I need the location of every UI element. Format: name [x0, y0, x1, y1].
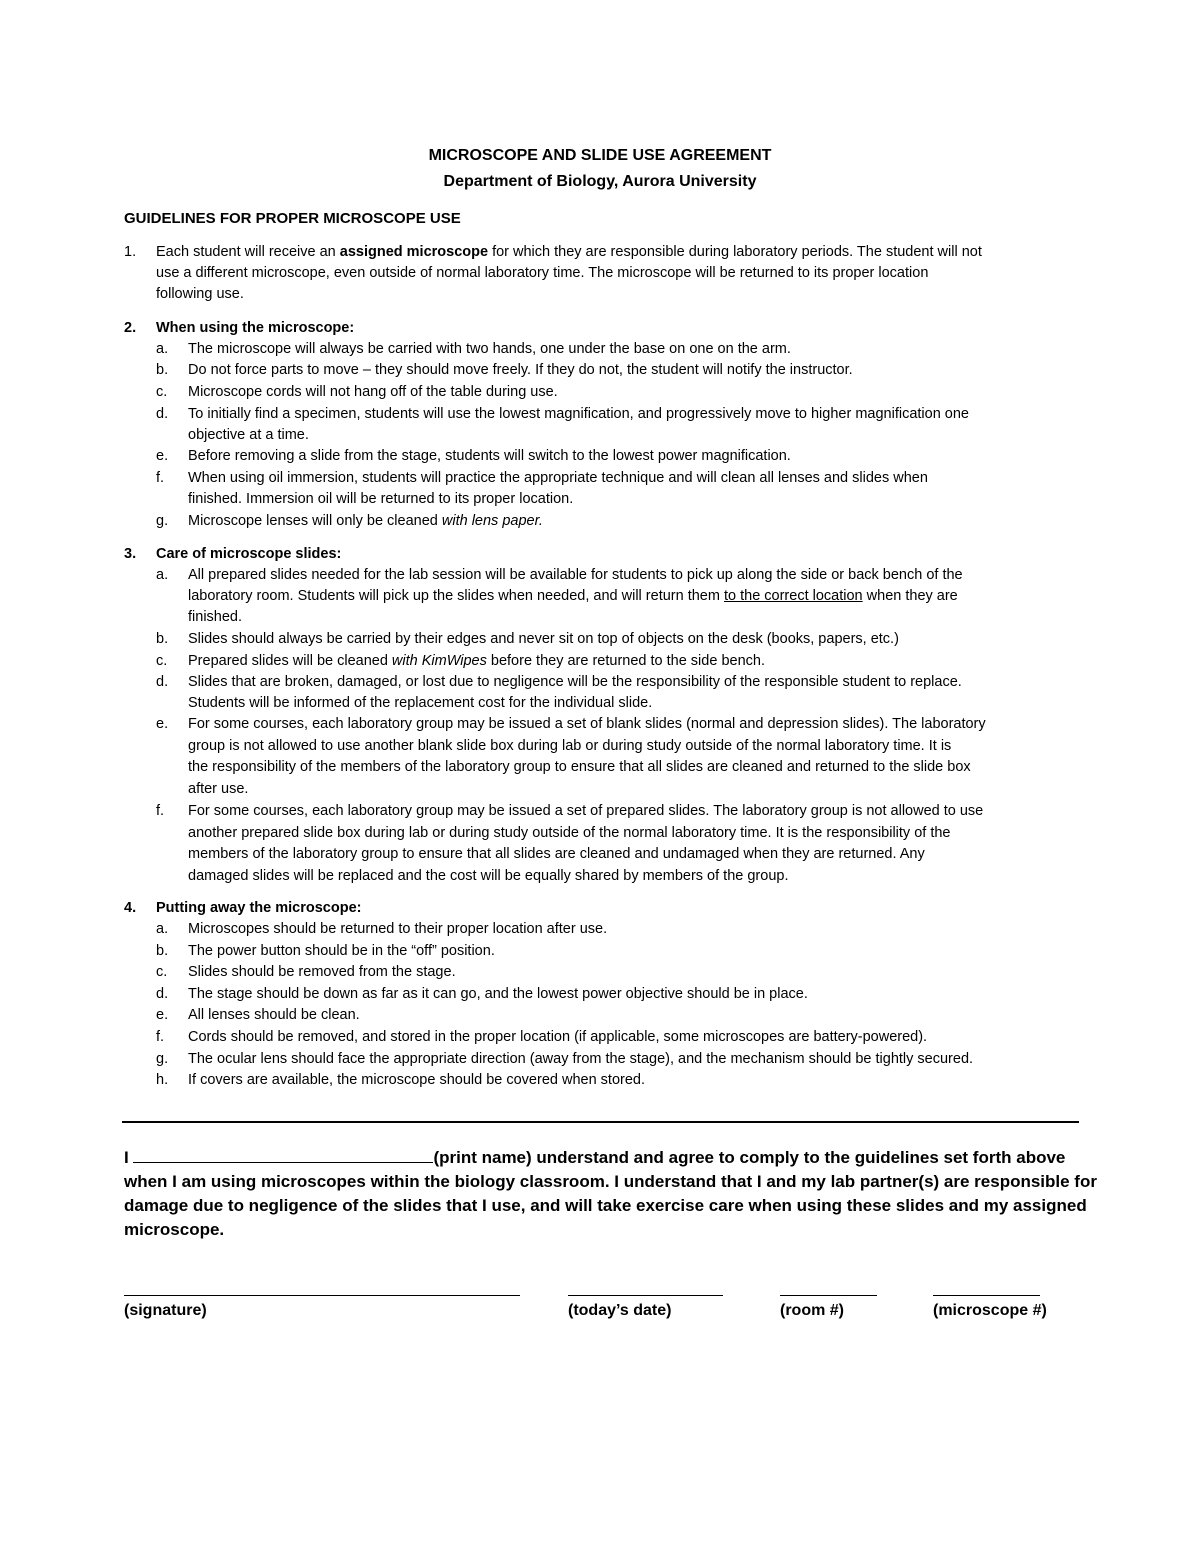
item-3e-line-1: For some courses, each laboratory group may be issued a set of blank slides (normal and depression slides). The laboratory [188, 716, 986, 732]
item-3f-line-1: For some courses, each laboratory group may be issued a set of prepared slides. The laboratory group is not allowed to use [188, 803, 984, 819]
item-2-heading: When using the microscope: [156, 320, 355, 336]
item-2d-line-2: objective at a time. [188, 427, 309, 443]
item-2f-line-1: When using oil immersion, students will practice the appropriate technique and will clean all lenses and slides when [188, 470, 928, 486]
item-2d-line-1: To initially find a specimen, students will use the lowest magnification, and progressively move to higher magnification one [188, 406, 969, 422]
item-3e-line-3: the responsibility of the members of the laboratory group to ensure that all slides are cleaned and returned to the slide box [188, 759, 971, 775]
agreement-line-3: damage due to negligence of the slides that I use, and will take exercise care when using these slides and my assigned [124, 1196, 1087, 1215]
item-4h: If covers are available, the microscope should be covered when stored. [188, 1072, 645, 1088]
list-letter: d. [156, 406, 169, 422]
list-letter: c. [156, 384, 168, 400]
item-2-number: 2. [124, 320, 137, 336]
item-1-number: 1. [124, 244, 137, 260]
signature-label: (signature) [124, 1302, 207, 1319]
agreement-line-4: microscope. [124, 1220, 225, 1239]
item-3b: Slides should always be carried by their edges and never sit on top of objects on the desk (books, papers, etc.) [188, 631, 899, 647]
guidelines-heading: GUIDELINES FOR PROPER MICROSCOPE USE [124, 210, 461, 227]
list-letter: d. [156, 674, 169, 690]
item-3a-line-2: laboratory room. Students will pick up the slides when needed, and will return them to the correct location when they are [188, 588, 958, 604]
item-3-number: 3. [124, 546, 137, 562]
item-3f-line-4: damaged slides will be replaced and the cost will be equally shared by members of the group. [188, 868, 789, 884]
item-2a: The microscope will always be carried with two hands, one under the base on one on the arm. [188, 341, 791, 357]
agreement-line-1: I (print name) understand and agree to comply to the guidelines set forth above [124, 1148, 1066, 1167]
list-letter: h. [156, 1072, 169, 1088]
list-letter: b. [156, 631, 169, 647]
date-label: (today’s date) [568, 1302, 672, 1319]
list-letter: b. [156, 362, 169, 378]
item-4e: All lenses should be clean. [188, 1007, 360, 1023]
date-field[interactable] [568, 1295, 723, 1296]
list-letter: b. [156, 943, 169, 959]
item-2g: Microscope lenses will only be cleaned with lens paper. [188, 513, 543, 529]
item-3a-line-3: finished. [188, 609, 243, 625]
print-name-field[interactable] [133, 1148, 433, 1163]
item-3c: Prepared slides will be cleaned with KimWipes before they are returned to the side bench. [188, 653, 765, 669]
item-4b: The power button should be in the “off” position. [188, 943, 495, 959]
microscope-number-field[interactable] [933, 1295, 1040, 1296]
agreement-line-2: when I am using microscopes within the biology classroom. I understand that I and my lab partner(s) are responsible for [124, 1172, 1097, 1191]
item-4f: Cords should be removed, and stored in the proper location (if applicable, some microscopes are battery-powered). [188, 1029, 928, 1045]
list-letter: e. [156, 1007, 169, 1023]
room-number-field[interactable] [780, 1295, 877, 1296]
item-3d-line-1: Slides that are broken, damaged, or lost due to negligence will be the responsibility of the responsible student to replace. [188, 674, 962, 690]
list-letter: d. [156, 986, 169, 1002]
item-4-heading: Putting away the microscope: [156, 900, 362, 916]
item-2c: Microscope cords will not hang off of the table during use. [188, 384, 558, 400]
list-letter: a. [156, 341, 169, 357]
item-1-line-2: use a different microscope, even outside of normal laboratory time. The microscope will be returned to its proper location [156, 265, 929, 281]
item-2e: Before removing a slide from the stage, students will switch to the lowest power magnification. [188, 448, 791, 464]
list-letter: g. [156, 513, 169, 529]
document-subtitle: Department of Biology, Aurora University [443, 173, 757, 190]
list-letter: g. [156, 1051, 169, 1067]
item-4g: The ocular lens should face the appropriate direction (away from the stage), and the mechanism should be tightly secured. [188, 1051, 974, 1067]
document-title: MICROSCOPE AND SLIDE USE AGREEMENT [428, 147, 772, 164]
item-3f-line-2: another prepared slide box during lab or during study outside of the normal laboratory time. It is the responsibility of the [188, 825, 951, 841]
item-4a: Microscopes should be returned to their proper location after use. [188, 921, 608, 937]
item-3f-line-3: members of the laboratory group to ensure that all slides are cleaned and undamaged when they are returned. Any [188, 846, 925, 862]
list-letter: f. [156, 1029, 165, 1045]
item-3e-line-2: group is not allowed to use another blank slide box during lab or during study outside of the normal laboratory time. It is [188, 738, 952, 754]
room-label: (room #) [780, 1302, 844, 1319]
item-2f-line-2: finished. Immersion oil will be returned to its proper location. [188, 491, 574, 507]
item-3a-line-1: All prepared slides needed for the lab session will be available for students to pick up along the side or back bench of the [188, 567, 963, 583]
signature-field[interactable] [124, 1295, 520, 1296]
item-4d: The stage should be down as far as it can go, and the lowest power objective should be in place. [188, 986, 808, 1002]
item-3d-line-2: Students will be informed of the replacement cost for the individual slide. [188, 695, 653, 711]
microscope-label: (microscope #) [933, 1302, 1047, 1319]
list-letter: f. [156, 803, 165, 819]
item-2b: Do not force parts to move – they should move freely. If they do not, the student will notify the instructor. [188, 362, 853, 378]
item-1-line-1: Each student will receive an assigned microscope for which they are responsible during laboratory periods. The student will not [156, 244, 982, 260]
item-4c: Slides should be removed from the stage. [188, 964, 456, 980]
list-letter: a. [156, 921, 169, 937]
list-letter: f. [156, 470, 165, 486]
list-letter: e. [156, 716, 169, 732]
item-1-line-3: following use. [156, 286, 244, 302]
item-3e-line-4: after use. [188, 781, 249, 797]
list-letter: c. [156, 964, 168, 980]
item-3-heading: Care of microscope slides: [156, 546, 342, 562]
section-divider [122, 1121, 1079, 1123]
list-letter: c. [156, 653, 168, 669]
list-letter: e. [156, 448, 169, 464]
item-4-number: 4. [124, 900, 137, 916]
list-letter: a. [156, 567, 169, 583]
